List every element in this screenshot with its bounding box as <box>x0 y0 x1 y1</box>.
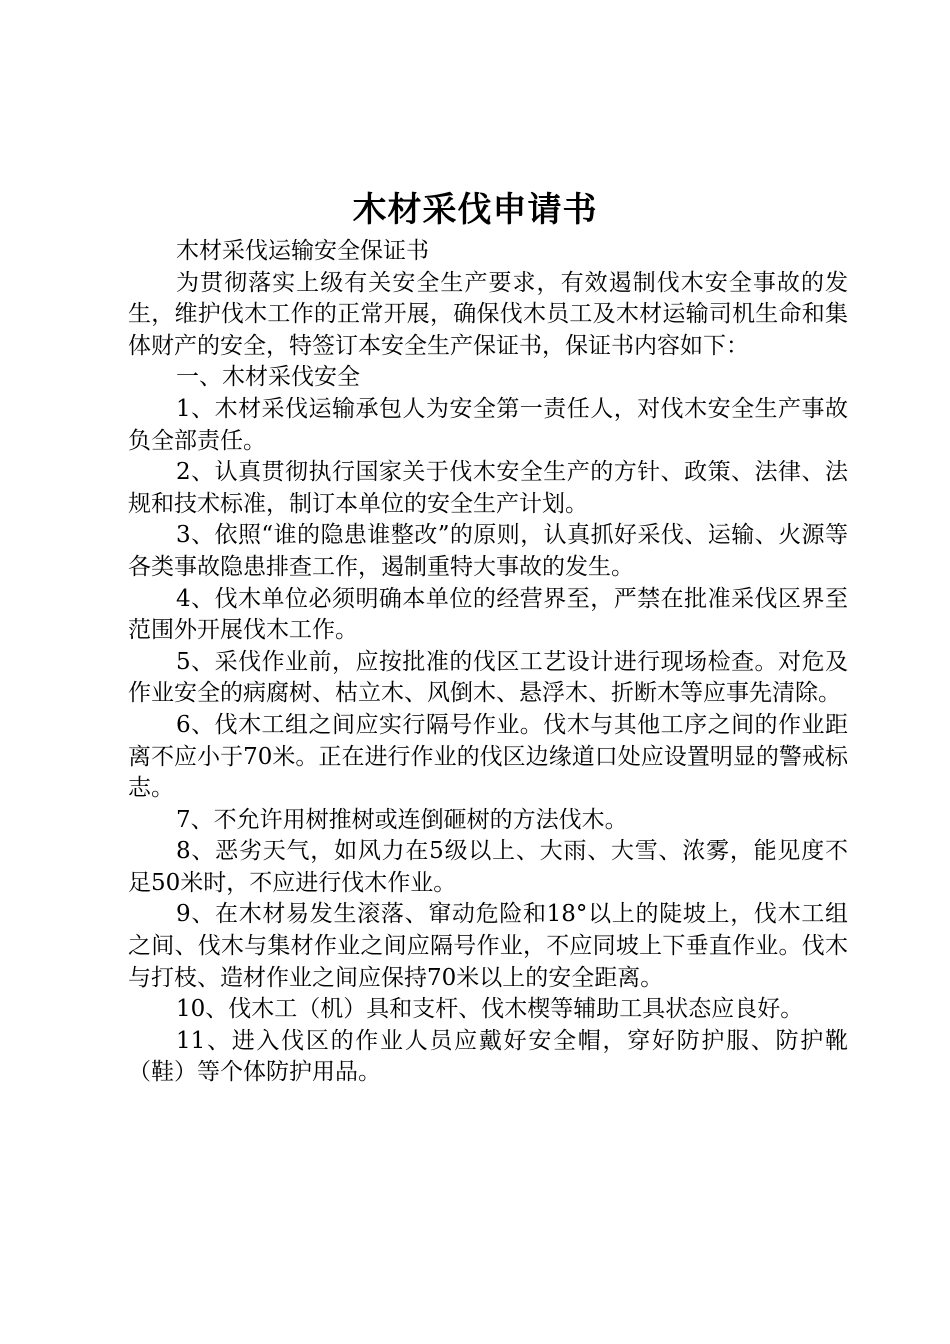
clause-9: 9、在木材易发生滚落、窜动危险和18°以上的陡坡上，伐木工组之间、伐木与集材作业之间应隔号作业，不应同坡上下垂直作业。伐木与打枝、造材作业之间应保持70米以上的安全距离。 <box>128 901 848 991</box>
clause-4: 4、伐木单位必须明确本单位的经营界至，严禁在批准采伐区界至范围外开展伐木工作。 <box>128 585 848 644</box>
subtitle-paragraph: 木材采伐运输安全保证书 <box>176 238 429 264</box>
clause-2: 2、认真贯彻执行国家关于伐木安全生产的方针、政策、法律、法规和技术标准，制订本单位的安全生产计划。 <box>128 459 848 517</box>
clause-3: 3、依照“谁的隐患谁整改”的原则，认真抓好采伐、运输、火源等各类事故隐患排查工作，遏制重特大事故的发生。 <box>128 522 848 580</box>
clause-7: 7、不允许用树推树或连倒砸树的方法伐木。 <box>176 806 628 833</box>
clause-1: 1、木材采伐运输承包人为安全第一责任人，对伐木安全生产事故负全部责任。 <box>128 395 848 454</box>
section-heading: 一、木材采伐安全 <box>176 364 360 391</box>
clause-8: 8、恶劣天气，如风力在5级以上、大雨、大雪、浓雾，能见度不足50米时，不应进行伐木作业。 <box>128 838 848 896</box>
document-title: 木材采伐申请书 <box>352 190 598 230</box>
clause-11: 11、进入伐区的作业人员应戴好安全帽，穿好防护服、防护靴（鞋）等个体防护用品。 <box>128 1027 848 1086</box>
clause-5: 5、采伐作业前，应按批准的伐区工艺设计进行现场检查。对危及作业安全的病腐树、枯立木、风倒木、悬浮木、折断木等应事先清除。 <box>128 648 848 707</box>
clause-10: 10、伐木工（机）具和支杆、伐木楔等辅助工具状态应良好。 <box>176 996 804 1023</box>
intro-paragraph: 为贯彻落实上级有关安全生产要求，有效遏制伐木安全事故的发生，维护伐木工作的正常开展，确保伐木员工及木材运输司机生命和集体财产的安全，特签订本安全生产保证书，保证书内容如下： <box>128 269 848 359</box>
clause-6: 6、伐木工组之间应实行隔号作业。伐木与其他工序之间的作业距离不应小于70米。正在进行作业的伐区边缘道口处应设置明显的警戒标志。 <box>128 711 848 802</box>
document-body <box>128 236 848 1089</box>
